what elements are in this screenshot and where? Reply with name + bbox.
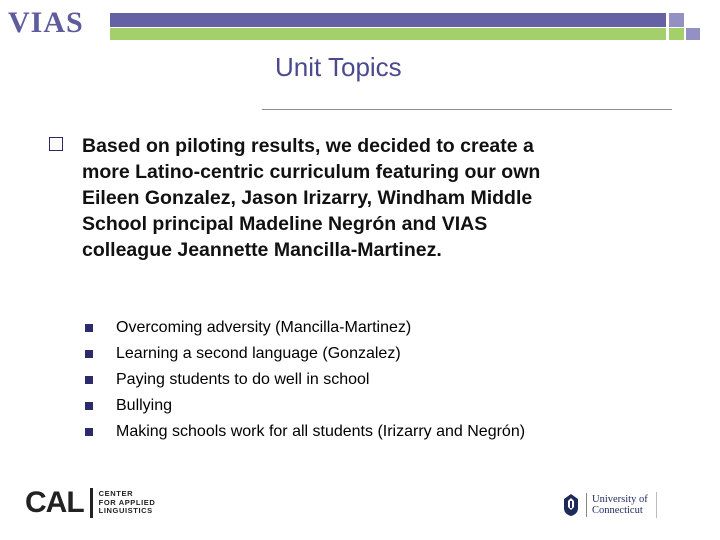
sub-bullet-text: Making schools work for all students (Irizarry and Negrón) (116, 423, 526, 440)
main-bullet-line: Eileen Gonzalez, Jason Irizarry, Windham Middle (82, 187, 533, 209)
uconn-logo-line: University of (592, 493, 648, 505)
vias-logo: VIAS (8, 6, 84, 39)
main-bullet-line: colleague Jeannette Mancilla-Martinez. (82, 239, 442, 261)
square-bullet-icon (85, 402, 93, 410)
main-bullet-text (82, 133, 682, 263)
uconn-seal-icon (562, 493, 580, 517)
sub-bullet-text: Overcoming adversity (Mancilla-Martinez) (116, 319, 412, 336)
sub-bullet-item (85, 419, 525, 445)
cal-logo (25, 488, 155, 518)
sub-bullet-text: Bullying (116, 397, 173, 414)
cal-logo-word: LINGUISTICS (98, 506, 153, 516)
main-bullet-line: more Latino-centric curriculum featuring our own (82, 161, 541, 183)
title-underline (262, 109, 672, 110)
uconn-logo-divider (586, 493, 587, 517)
sub-bullet-item (85, 341, 525, 367)
main-bullet-line: School principal Madeline Negrón and VIAS (82, 213, 488, 235)
uconn-logo-rule (656, 492, 657, 518)
hollow-square-bullet-icon (49, 137, 63, 151)
uconn-logo (562, 492, 657, 518)
square-bullet-icon (85, 324, 93, 332)
main-bullet-line: Based on piloting results, we decided to create a (82, 135, 534, 157)
sub-bullet-item (85, 367, 525, 393)
square-bullet-icon (85, 350, 93, 358)
cal-logo-word: FOR APPLIED (98, 497, 156, 507)
cal-logo-divider (90, 488, 93, 518)
header-square-lavender (669, 13, 684, 27)
sub-bullet-text: Paying students to do well in school (116, 371, 370, 388)
cal-logo-letters: CAL (25, 486, 84, 519)
header-square-green (669, 28, 684, 40)
cal-logo-words (99, 490, 156, 516)
square-bullet-icon (85, 428, 93, 436)
header-bar-purple (110, 13, 666, 27)
header-square-lavender-lower (686, 28, 700, 40)
sub-bullet-text: Learning a second language (Gonzalez) (116, 345, 401, 362)
slide-title: Unit Topics (275, 52, 402, 82)
cal-logo-word: CENTER (98, 489, 134, 499)
uconn-logo-line: Connecticut (592, 505, 643, 516)
sub-bullet-list (85, 315, 525, 445)
uconn-logo-text (592, 494, 648, 517)
square-bullet-icon (85, 376, 93, 384)
header-bar-green (110, 28, 666, 40)
sub-bullet-item (85, 315, 525, 341)
sub-bullet-item (85, 393, 525, 419)
